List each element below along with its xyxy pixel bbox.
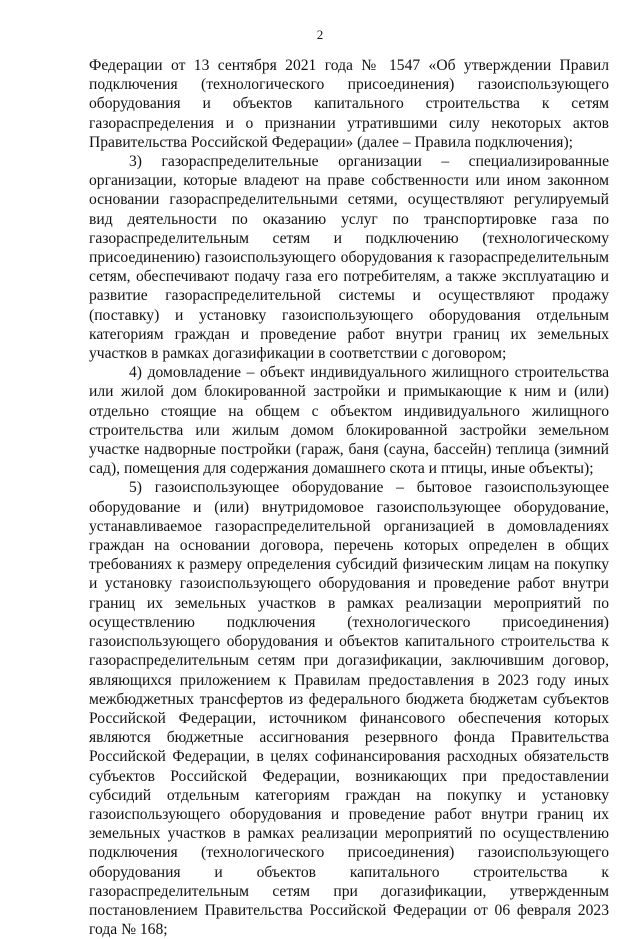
page-number: 2 — [316, 27, 324, 42]
paragraph-item-5: 5) газоиспользующее оборудование – бытовое газоиспользующее оборудование и (или) внутридомовое газоиспользующее оборудование, устанавливаемое газораспределительной организацией в домовладениях граждан на основании договора, перечень которых определен в общих требованиях к размеру определения субсидий физическим лицам на покупку и установку газоиспользующего оборудования и проведение работ внутри границ их земельных участков в рамках реализации мероприятий по осуществлению подключения (технологического присоединения) газоиспользующего оборудования и объектов капитального строительства к газораспределительным сетям при догазификации, заключившим договор, являющихся приложением к Правилам предоставления в 2023 году иных межбюджетных трансфертов из федерального бюджета бюджетам субъектов Российской Федерации, источником финансового обеспечения которых являются бюджетные ассигнования резервного фонда Правительства Российской Федерации, в целях софинансирования расходных обязательств субъектов Российской Федерации, возникающих при предоставлении субсидий отдельным категориям граждан на покупку и установку газоиспользующего оборудования и проведение работ внутри границ их земельных участков в рамках реализации мероприятий по осуществлению подключения (технологического присоединения) газоиспользующего оборудования и объектов капитального строительства к газораспределительным сетям при догазификации, утвержденным постановлением Правительства Российской Федерации от 06 февраля 2023 года № 168; — [89, 479, 609, 939]
paragraph-item-4: 4) домовладение – объект индивидуального жилищного строительства или жилой дом блокированной застройки и примыкающие к ним и (или) отдельно стоящие на общем с объектом индивидуального жилищного строительства или жилым домом блокированной застройки земельном участке надворные постройки (гараж, баня (сауна, бассейн) теплица (зимний сад), помещения для содержания домашнего скота и птицы, иные объекты); — [89, 364, 609, 478]
document-body — [89, 56, 609, 939]
paragraph-item-3: 3) газораспределительные организации – специализированные организации, которые владеют на праве собственности или ином законном основании газораспределительными сетями, осуществляют регулируемый вид деятельности по оказанию услуг по транспортировке газа по газораспределительным сетям и подключению (технологическому присоединению) газоиспользующего оборудования к газораспределительным сетям, обеспечивают подачу газа его потребителям, а также эксплуатацию и развитие газораспределительной системы и осуществляют продажу (поставку) и установку газоиспользующего оборудования отдельным категориям граждан и проведение работ внутри границ их земельных участков в рамках догазификации в соответствии с договором; — [89, 153, 609, 363]
paragraph-continuation: Федерации от 13 сентября 2021 года № 1547 «Об утверждении Правил подключения (технологического присоединения) газоиспользующего оборудования и объектов капитального строительства к сетям газораспределения и о признании утратившими силу некоторых актов Правительства Российской Федерации» (далее – Правила подключения); — [89, 57, 609, 151]
